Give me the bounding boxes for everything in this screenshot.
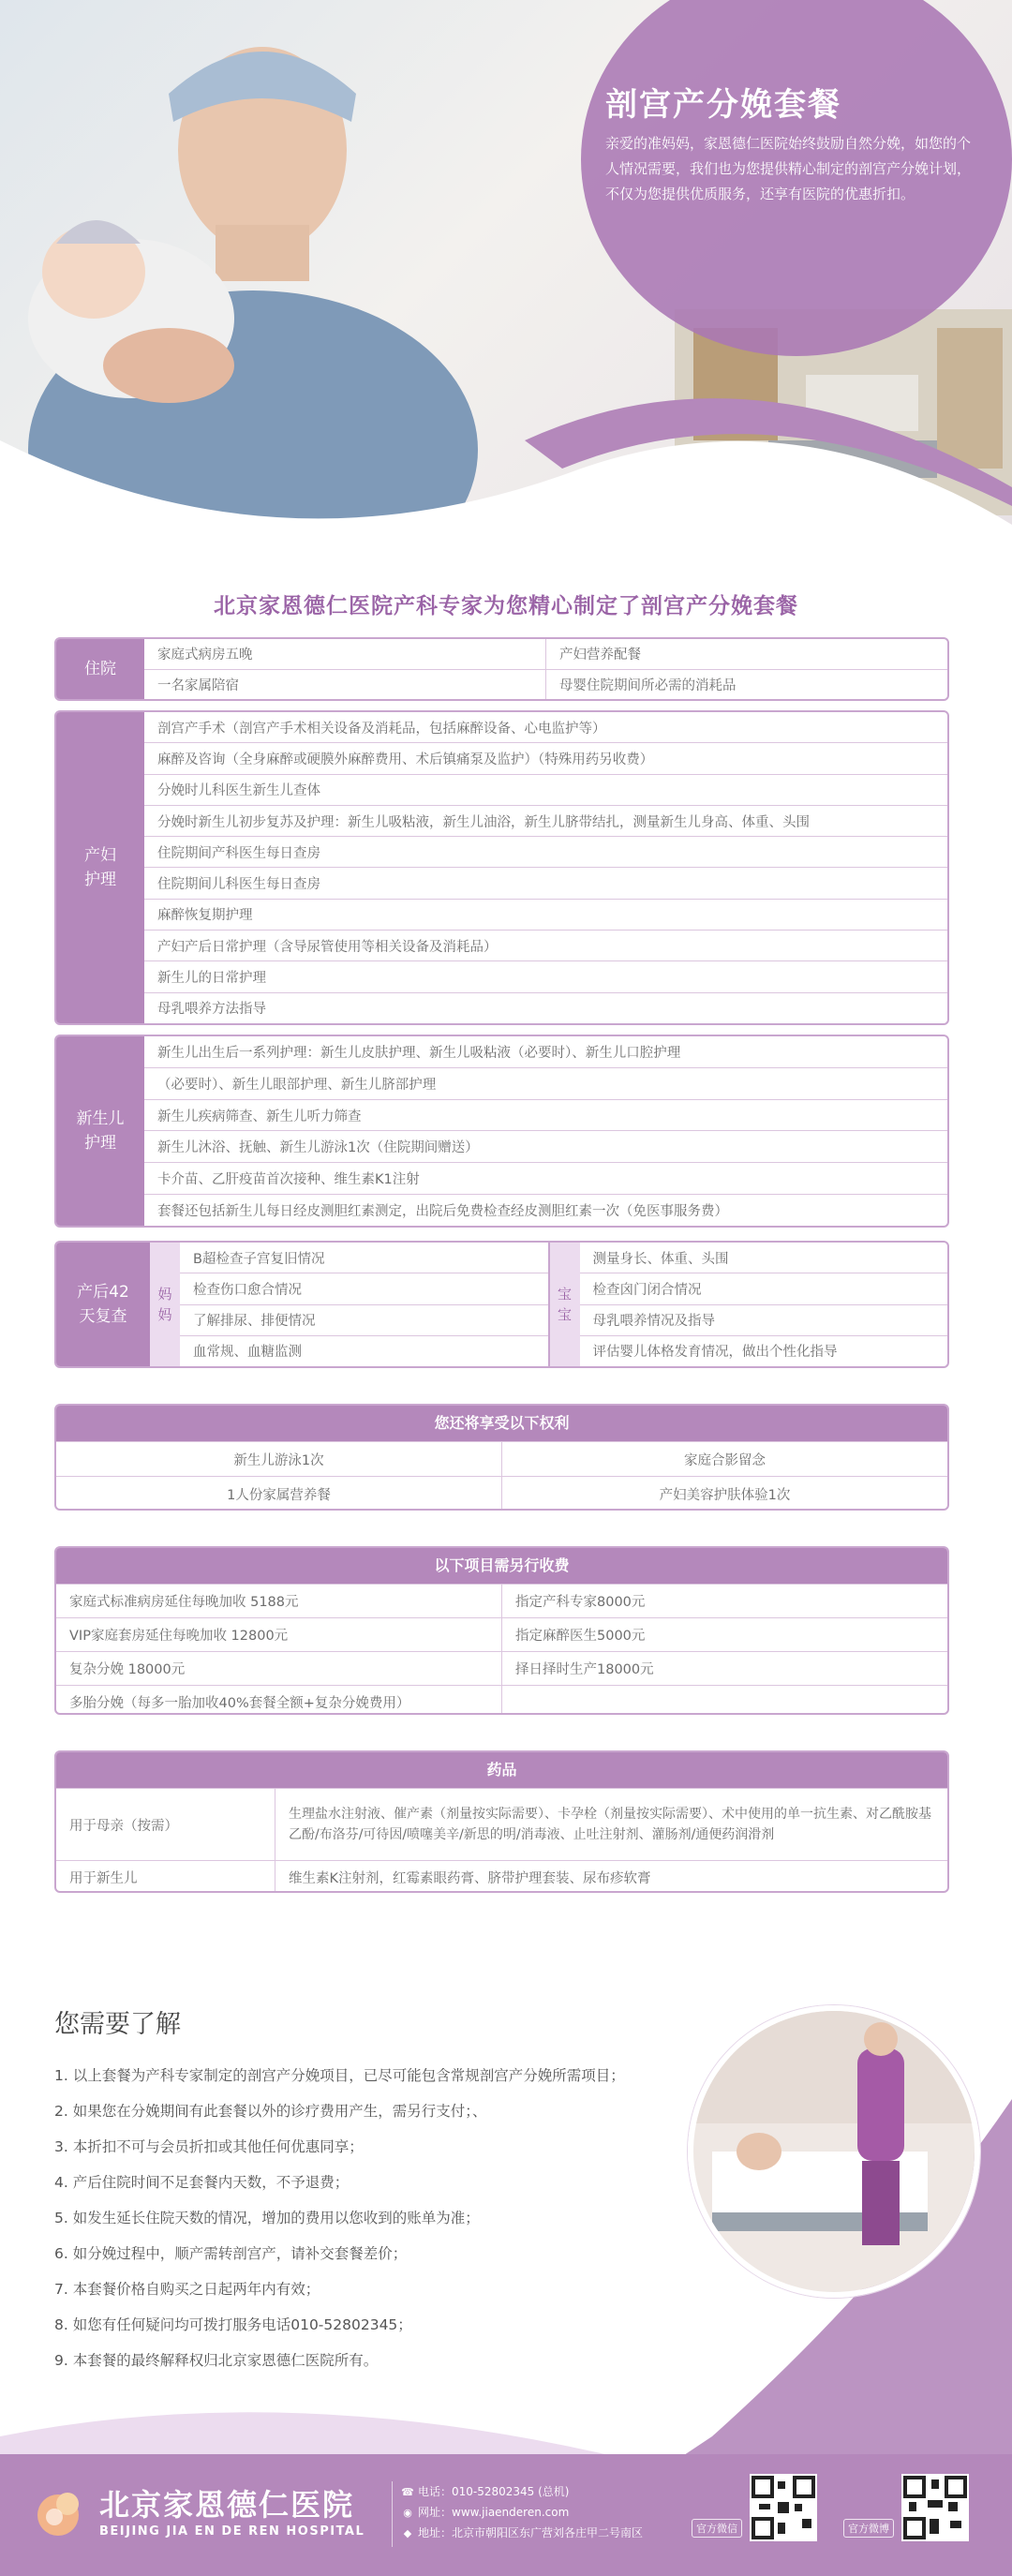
list-item: 新生儿出生后一系列护理：新生儿皮肤护理、新生儿吸粘液（必要时）、新生儿口腔护理 [144,1036,947,1068]
table-cell: 复杂分娩 18000元 [69,1662,186,1677]
hospital-name-en: BEIJING JIA EN DE REN HOSPITAL [99,2524,365,2539]
medicine-title: 药品 [56,1752,947,1788]
table-row [56,1788,947,1860]
list-item: 3. 本折扣不可与会员折扣或其他任何优惠同享； [54,2138,364,2155]
phone-icon: ☎ [401,2486,414,2498]
table-cell: 产妇营养配餐 [545,639,947,669]
table-cell: 家庭式病房五晚 [157,648,253,663]
table-row [56,1476,947,1511]
mother-label-text: 妈妈 [157,1286,172,1323]
table-row [56,1441,947,1476]
contact-phone [401,2483,570,2499]
table-cell: 多胎分娩（每多一胎加收40%套餐全额+复杂分娩费用） [69,1696,410,1711]
table-cell: 家庭合影留念 [501,1442,947,1476]
hero-banner [0,0,1012,543]
list-item: 4. 产后住院时间不足套餐内天数，不予退费； [54,2174,350,2191]
newborn-care-label [56,1036,144,1226]
table-cell: 维生素K注射剂，红霉素眼药膏、脐带护理套装、尿布疹软膏 [275,1861,947,1893]
benefits-title: 您还将享受以下权利 [56,1406,947,1441]
list-item: 母乳喂养情况及指导 [580,1305,948,1336]
list-item: 9. 本套餐的最终解释权归北京家恩德仁医院所有。 [54,2352,379,2369]
table-row [56,1584,947,1617]
table-cell: 产妇美容护肤体验1次 [501,1477,947,1511]
newborn-care-label-text: 新生儿护理 [76,1109,125,1153]
list-item: 剖宫产手术（剖宫产手术相关设备及消耗品，包括麻醉设备、心电监护等） [144,712,947,743]
list-item: 分娩时儿科医生新生儿查体 [144,775,947,806]
table-cell: 择日择时生产18000元 [501,1652,947,1685]
hospital-logo-icon [36,2485,88,2538]
list-item: 6. 如分娩过程中，顺产需转剖宫产，请补交套餐差价； [54,2245,408,2262]
contact-website [401,2504,569,2520]
table-row [144,670,947,700]
extra-fees-table [54,1546,949,1715]
list-item: 5. 如发生延长住院天数的情况，增加的费用以您收到的账单为准； [54,2210,480,2226]
website-text: 网址：www.jiaenderen.com [418,2506,570,2519]
list-item: 检查伤口愈合情况 [180,1273,548,1304]
list-item: 新生儿沐浴、抚触、新生儿游泳1次（住院期间赠送） [144,1131,947,1163]
nurse-with-patient-illustration [693,2011,975,2292]
list-item: 7. 本套餐价格自购买之日起两年内有效； [54,2281,320,2298]
hospital-name-cn: 北京家恩德仁医院 [99,2487,355,2523]
postpartum-label [56,1243,150,1366]
hospital-stay-label: 住院 [56,639,144,699]
mother-checkup-group [150,1243,548,1366]
package-headline: 北京家恩德仁医院产科专家为您精心制定了剖宫产分娩套餐 [214,594,798,618]
list-item: 麻醉恢复期护理 [144,900,947,931]
table-row [56,1617,947,1651]
baby-checkup-group [548,1243,948,1366]
table-cell: 1人份家属营养餐 [227,1487,331,1503]
notes-title: 您需要了解 [54,2010,181,2039]
hero-intro-text: 亲爱的准妈妈，家恩德仁医院始终鼓励自然分娩，如您的个人情况需要，我们也为您提供精心制定的剖宫产分娩计划，不仅为您提供优质服务，还享有医院的优惠折扣。 [605,135,972,202]
postpartum-checkup-section [54,1241,949,1368]
extra-fees-title: 以下项目需另行收费 [56,1548,947,1584]
list-item: 住院期间产科医生每日查房 [144,837,947,868]
contact-address [401,2524,643,2540]
maternal-care-label [56,712,144,1023]
notes-list [54,2058,625,2378]
mother-label [150,1243,180,1366]
hero-title: 剖宫产分娩套餐 [605,86,841,124]
globe-icon: ◉ [403,2507,412,2519]
table-cell: 指定麻醉医生5000元 [501,1618,947,1651]
list-item: 8. 如您有任何疑问均可拨打服务电话010-52802345； [54,2316,412,2333]
list-item: 测量身长、体重、头围 [580,1243,948,1273]
baby-label [550,1243,580,1366]
table-row [56,1651,947,1685]
table-row [56,1860,947,1893]
list-item: 分娩时新生儿初步复苏及护理：新生儿吸粘液，新生儿油浴，新生儿脐带结扎，测量新生儿身高、体重、头围 [144,806,947,837]
wechat-qr-label: 官方微信 [692,2519,742,2538]
table-cell: 生理盐水注射液、催产素（剂量按实际需要）、卡孕栓（剂量按实际需要）、术中使用的单一抗生素、对乙酰胺基乙酚/布洛芬/可待因/喷噻美辛/新思的明/消毒液、止吐注射剂、灌肠剂/通便药润滑剂 [275,1789,947,1860]
nurse-ward-photo [688,2005,980,2298]
list-item: 住院期间儿科医生每日查房 [144,868,947,899]
list-item: 母乳喂养方法指导 [157,1002,266,1018]
list-item: 评估婴儿体格发育情况，做出个性化指导 [592,1345,838,1361]
table-cell: 一名家属陪宿 [157,678,239,693]
phone-text: 电话：010-52802345 (总机) [418,2485,570,2498]
list-item: 产妇产后日常护理（含导尿管使用等相关设备及消耗品） [144,931,947,961]
list-item: 2. 如果您在分娩期间有此套餐以外的诊疗费用产生，需另行支付；、 [54,2103,487,2120]
list-item: 了解排尿、排便情况 [180,1305,548,1336]
list-item: B超检查子宫复旧情况 [180,1243,548,1273]
hospital-stay-section [54,637,949,701]
table-cell: 指定产科专家8000元 [501,1585,947,1617]
list-item: 新生儿疾病筛查、新生儿听力筛查 [144,1100,947,1132]
maternal-care-section [54,710,949,1025]
list-item: 麻醉及咨询（全身麻醉或硬膜外麻醉费用、术后镇痛泵及监护）（特殊用药另收费） [144,743,947,774]
table-cell: 母婴住院期间所必需的消耗品 [545,670,947,700]
newborn-care-section [54,1035,949,1228]
weibo-qr-label: 官方微博 [843,2519,894,2538]
list-item: 检查囟门闭合情况 [580,1273,948,1304]
maternal-care-label-text: 产妇护理 [84,846,116,889]
medicine-table [54,1750,949,1893]
postpartum-label-text: 产后42天复查 [77,1283,129,1326]
list-item: （必要时）、新生儿眼部护理、新生儿脐部护理 [144,1068,947,1100]
table-cell: 用于母亲（按需） [69,1818,178,1834]
list-item: 新生儿的日常护理 [144,961,947,992]
list-item: 套餐还包括新生儿每日经皮测胆红素测定，出院后免费检查经皮测胆红素一次（免医事服务费） [157,1204,728,1220]
baby-label-text: 宝宝 [557,1286,572,1323]
list-item: 卡介苗、乙肝疫苗首次接种、维生素K1注射 [144,1163,947,1195]
table-cell: 新生儿游泳1次 [233,1452,324,1468]
list-item: 血常规、血糖监测 [193,1345,302,1361]
table-cell: VIP家庭套房延住每晚加收 12800元 [69,1629,289,1644]
table-cell [501,1686,947,1715]
footer-divider [392,2481,393,2547]
table-cell: 家庭式标准病房延住每晚加收 5188元 [69,1595,299,1610]
table-cell: 用于新生儿 [69,1870,138,1886]
location-icon: ◆ [403,2527,412,2539]
list-item: 1. 以上套餐为产科专家制定的剖宫产分娩项目，已尽可能包含常规剖宫产分娩所需项目； [54,2067,625,2084]
benefits-table [54,1404,949,1511]
address-text: 地址：北京市朝阳区东广营刘各庄甲二号南区 [418,2526,644,2539]
wechat-qr-code[interactable] [750,2474,817,2541]
table-row [144,639,947,670]
weibo-qr-code[interactable] [901,2474,969,2541]
table-row [56,1685,947,1715]
